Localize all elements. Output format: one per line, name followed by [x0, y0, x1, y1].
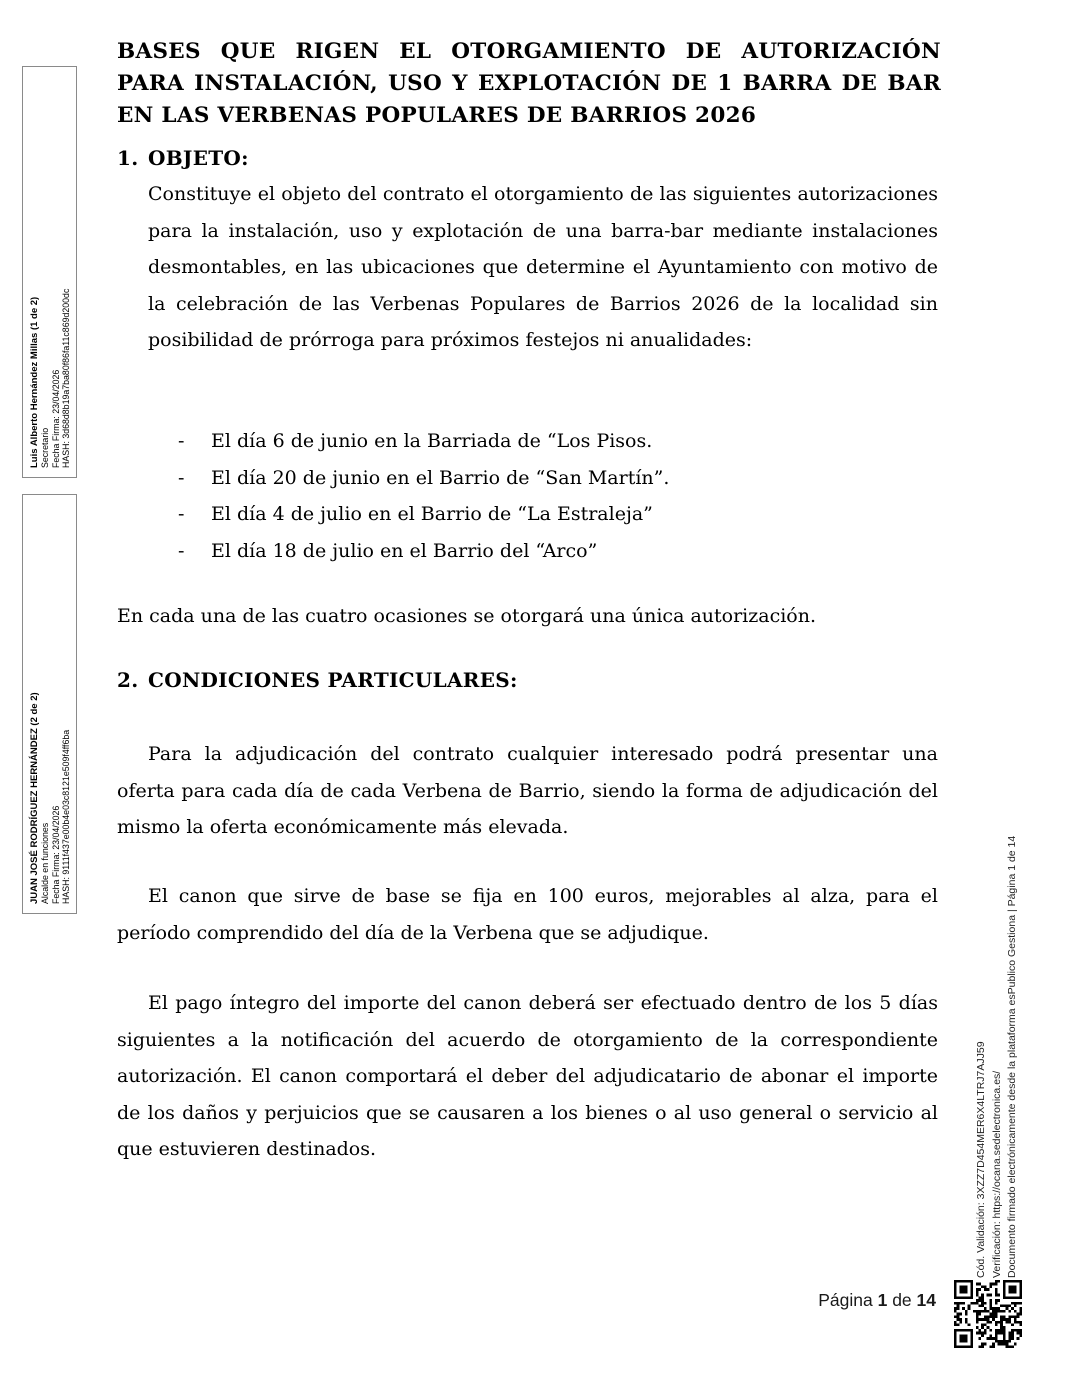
dash-bullet: -: [178, 466, 185, 489]
signature-date: Fecha Firma: 23/04/2026: [49, 369, 60, 468]
page-label: Página: [818, 1290, 873, 1310]
signature-hash: HASH: 3d68d8b19a7ba80f86fa11c869d200dc: [60, 288, 71, 468]
list-item: [178, 496, 898, 533]
signer-role: Alcalde en funciones: [39, 822, 50, 904]
section-2-paragraph-2: El canon que sirve de base se fija en 100 euros, mejorables al alza, para el período comprendido del día de la Verbena que se adjudique.: [117, 885, 938, 944]
signer-role: Secretario: [39, 427, 50, 468]
list-item: [178, 533, 898, 570]
signature-stamp-1-text: [28, 76, 71, 468]
document-title: BASES QUE RIGEN EL OTORGAMIENTO DE AUTORIZACIÓN PARA INSTALACIÓN, USO Y EXPLOTACIÓN DE 1 BARRA DE BAR EN LAS VERBENAS POPULARES DE BARRIOS 2026: [117, 39, 941, 128]
page-footer: [636, 1290, 936, 1311]
list-item-text: El día 6 de junio en la Barriada de “Los Pisos.: [211, 430, 653, 452]
qr-code: [954, 1280, 1022, 1348]
list-item: [178, 460, 898, 497]
signer-name: Luis Alberto Hernández Millas (1 de 2): [28, 296, 40, 468]
signature-stamp-2: [22, 494, 77, 914]
section-1-heading-label: OBJETO:: [148, 146, 249, 170]
section-1-closing: En cada una de las cuatro ocasiones se otorgará una única autorización.: [117, 605, 817, 627]
page-of-label: de: [892, 1290, 912, 1310]
section-1-paragraph: Constituye el objeto del contrato el otorgamiento de las siguientes autorizaciones para la instalación, uso y explotación de una barra-bar mediante instalaciones desmontables, en las ubicaciones que determine el Ayuntamiento con motivo de la celebración de las Verbenas Populares de Barrios 2026 de la localidad sin posibilidad de prórroga para próximos festejos ni anualidades:: [148, 183, 938, 352]
page-number: 1: [877, 1290, 888, 1310]
signature-date: Fecha Firma: 23/04/2026: [49, 805, 60, 904]
signed-note: Documento firmado electrónicamente desde la plataforma esPublico Gestiona | Página 1 de 14: [1006, 835, 1018, 1278]
signature-hash: HASH: 9111f437e00b4e03c8121e509f4ff6ba: [60, 729, 71, 904]
validation-sidebar: [974, 800, 1021, 1278]
signature-stamp-1: [22, 66, 77, 478]
dash-bullet: -: [178, 539, 185, 562]
section-2-paragraph-1: Para la adjudicación del contrato cualquier interesado podrá presentar una oferta para cada día de cada Verbena de Barrio, siendo la forma de adjudicación del mismo la oferta económicamente más elevada.: [117, 743, 938, 839]
list-item: [178, 423, 898, 460]
section-2-number: 2.: [117, 668, 139, 692]
venue-list: [178, 423, 898, 569]
page-total: 14: [916, 1290, 936, 1310]
validation-code: Cód. Validación: 3XZZ7D454MER6X4LTRJ7AJJ59: [975, 1041, 987, 1278]
section-2-heading-label: CONDICIONES PARTICULARES:: [148, 668, 518, 692]
list-item-text: El día 4 de julio en el Barrio de “La Estraleja”: [211, 503, 653, 526]
section-1-number: 1.: [117, 146, 139, 170]
section-2-paragraph-3: El pago íntegro del importe del canon deberá ser efectuado dentro de los 5 días siguientes a la notificación del acuerdo de otorgamiento de la correspondiente autorización. El canon comportará el deber del adjudicatario de abonar el importe de los daños y perjuicios que se causaren a los bienes o al uso general o servicio al que estuvieren destinados.: [117, 992, 938, 1161]
verification-url: Verificación: https://ocana.sedelectronica.es/: [990, 1070, 1003, 1278]
section-2-heading: [117, 668, 518, 692]
section-1-heading: [117, 146, 249, 170]
signer-name: JUAN JOSÉ RODRÍGUEZ HERNÁNDEZ (2 de 2): [28, 692, 40, 904]
list-item-text: El día 18 de julio en el Barrio del “Arco”: [211, 539, 598, 562]
dash-bullet: -: [178, 503, 185, 526]
dash-bullet: -: [178, 430, 185, 452]
list-item-text: El día 20 de junio en el Barrio de “San Martín”.: [211, 466, 670, 489]
signature-stamp-2-text: [28, 504, 71, 904]
